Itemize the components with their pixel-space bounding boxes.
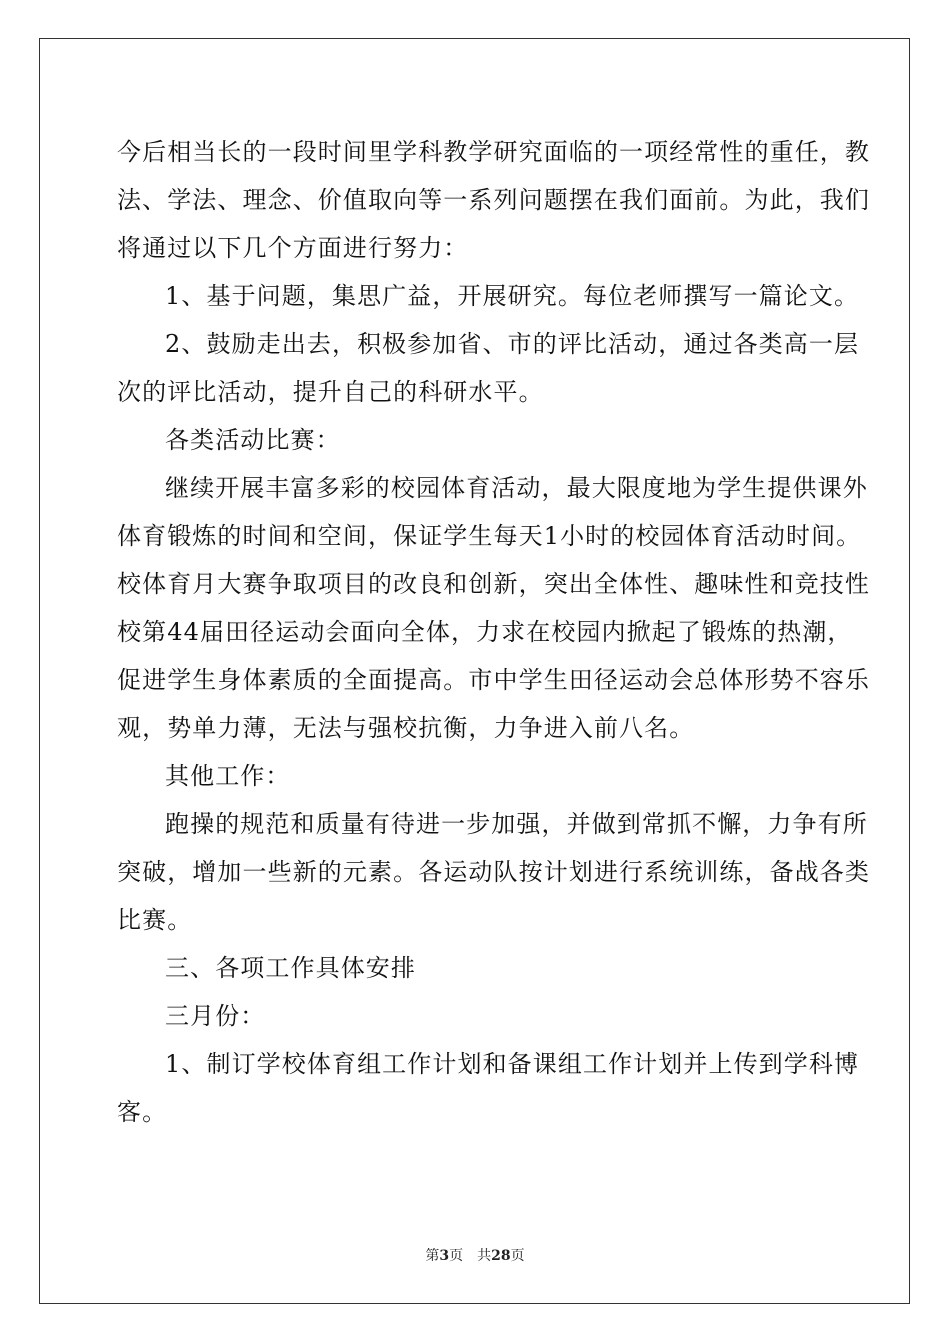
text-line: 观，势单力薄，无法与强校抗衡，力争进入前八名。 — [117, 714, 695, 742]
total-suffix: 页 — [510, 1248, 525, 1264]
text-line: 次的评比活动，提升自己的科研水平。 — [117, 378, 544, 406]
page-prefix: 第 — [425, 1248, 440, 1264]
section-heading: 各类活动比赛： — [165, 426, 341, 454]
text-line: 继续开展丰富多彩的校园体育活动，最大限度地为学生提供课外 — [165, 474, 868, 502]
page-number: 3 — [439, 1248, 450, 1264]
text-line: 1、基于问题，集思广益，开展研究。每位老师撰写一篇论文。 — [165, 282, 860, 310]
section-heading: 三、各项工作具体安排 — [165, 954, 416, 982]
total-pages: 28 — [491, 1248, 511, 1264]
text-line: 跑操的规范和质量有待进一步加强，并做到常抓不懈，力争有所 — [165, 810, 868, 838]
page-footer — [0, 1246, 950, 1266]
section-heading: 三月份： — [165, 1002, 266, 1030]
total-prefix: 共 — [477, 1248, 492, 1264]
document-body — [117, 128, 870, 1136]
text-line: 2、鼓励走出去，积极参加省、市的评比活动，通过各类高一层 — [165, 330, 860, 358]
text-line: 校体育月大赛争取项目的改良和创新，突出全体性、趣味性和竞技性 — [117, 570, 870, 598]
text-line: 比赛。 — [117, 906, 193, 934]
text-line: 客。 — [117, 1098, 168, 1126]
text-line: 1、制订学校体育组工作计划和备课组工作计划并上传到学科博 — [165, 1050, 860, 1078]
text-line: 将通过以下几个方面进行努力： — [117, 234, 469, 262]
text-line: 体育锻炼的时间和空间，保证学生每天1小时的校园体育活动时间。 — [117, 522, 862, 550]
page-suffix: 页 — [449, 1248, 464, 1264]
text-line: 法、学法、理念、价值取向等一系列问题摆在我们面前。为此，我们 — [117, 186, 870, 214]
section-heading: 其他工作： — [165, 762, 291, 790]
text-line: 突破，增加一些新的元素。各运动队按计划进行系统训练，备战各类 — [117, 858, 870, 886]
text-line: 今后相当长的一段时间里学科教学研究面临的一项经常性的重任，教 — [117, 138, 870, 166]
text-line: 促进学生身体素质的全面提高。市中学生田径运动会总体形势不容乐 — [117, 666, 870, 694]
text-line: 校第44届田径运动会面向全体，力求在校园内掀起了锻炼的热潮， — [117, 618, 853, 646]
